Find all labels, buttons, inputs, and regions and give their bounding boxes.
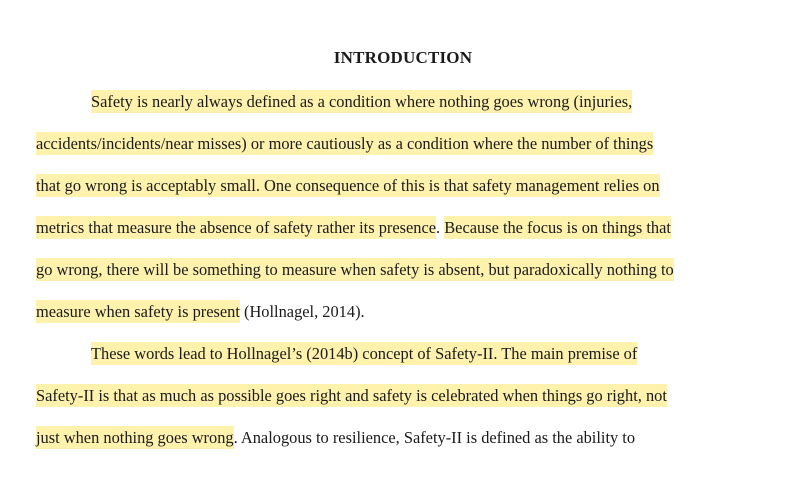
paragraph-1-line-5 [36, 258, 674, 282]
paragraph-1-line-1 [91, 90, 632, 114]
highlighted-text: Safety-II is that as much as possible goes right and safety is celebrated when things go right, not [36, 386, 667, 405]
paragraph-1-line-6 [36, 300, 365, 324]
highlighted-text: measure when safety is present [36, 302, 240, 321]
paragraph-1-line-3 [36, 174, 660, 198]
plain-text: . [436, 218, 445, 237]
paragraph-1-line-2 [36, 132, 653, 156]
paragraph-2-line-3 [36, 426, 635, 450]
highlighted-text: Safety is nearly always defined as a condition where nothing goes wrong (injuries, [91, 92, 633, 111]
plain-text: . Analogous to resilience, Safety-II is defined as the ability to [233, 428, 636, 447]
highlighted-text: that go wrong is acceptably small. One consequence of this is that safety management relies on [36, 176, 660, 195]
paragraph-2-line-1 [91, 342, 637, 366]
highlighted-text: accidents/incidents/near misses) or more cautiously as a condition where the number of things [36, 134, 654, 153]
paragraph-2-line-2 [36, 384, 667, 408]
highlighted-text: Because the focus is on things that [444, 218, 671, 237]
section-heading: INTRODUCTION [333, 48, 473, 67]
highlighted-text: These words lead to Hollnagel’s (2014b) concept of Safety-II. The main premise of [91, 344, 638, 363]
highlighted-text: metrics that measure the absence of safety rather its presence [36, 218, 437, 237]
highlighted-text: just when nothing goes wrong [36, 428, 234, 447]
citation-text: (Hollnagel, 2014). [239, 302, 365, 321]
highlighted-text: go wrong, there will be something to measure when safety is absent, but paradoxically nothing to [36, 260, 674, 279]
paragraph-1-line-4 [36, 216, 671, 240]
